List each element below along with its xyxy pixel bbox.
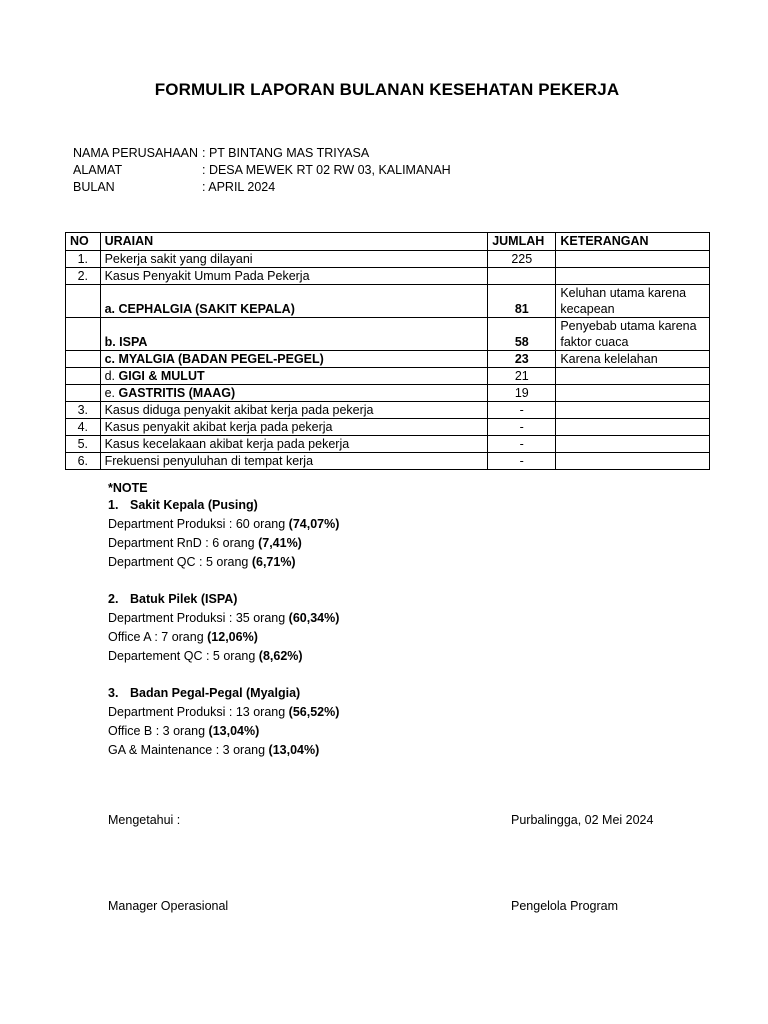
table-row [66, 419, 710, 436]
table-row [66, 251, 710, 268]
report-table [65, 232, 710, 470]
row-no: 5. [66, 436, 101, 453]
note-line-percent: (12,06%) [207, 630, 258, 644]
row-keterangan [556, 436, 710, 453]
table-row [66, 351, 710, 368]
row-jumlah: 81 [488, 285, 556, 318]
header-jumlah: JUMLAH [488, 233, 556, 251]
row-keterangan [556, 385, 710, 402]
note-line-text: Department Produksi : 60 orang [108, 517, 289, 531]
note-heading-number: 1. [108, 498, 119, 512]
row-keterangan [556, 402, 710, 419]
row-jumlah: - [488, 453, 556, 470]
company-value: : PT BINTANG MAS TRIYASA [202, 146, 370, 160]
row-keterangan [556, 419, 710, 436]
row-uraian: a. CEPHALGIA (SAKIT KEPALA) [100, 285, 488, 318]
page-title: FORMULIR LAPORAN BULANAN KESEHATAN PEKERJA [154, 80, 620, 99]
row-keterangan [556, 251, 710, 268]
row-keterangan: Karena kelelahan [556, 351, 710, 368]
signer-left-title: Manager Operasional [108, 899, 229, 913]
note-line [108, 534, 339, 553]
row-keterangan: Keluhan utama karena kecapean [556, 285, 710, 318]
row-keterangan [556, 268, 710, 285]
note-heading [108, 684, 339, 703]
row-uraian: Kasus diduga penyakit akibat kerja pada pekerja [100, 402, 488, 419]
row-no [66, 285, 101, 318]
month-value: : APRIL 2024 [202, 180, 276, 194]
table-row [66, 318, 710, 351]
address-value: : DESA MEWEK RT 02 RW 03, KALIMANAH [202, 163, 451, 177]
note-line-text: Department Produksi : 13 orang [108, 705, 289, 719]
note-heading-text: Sakit Kepala (Pusing) [130, 498, 258, 512]
row-keterangan: Penyebab utama karena faktor cuaca [556, 318, 710, 351]
note-line [108, 553, 339, 572]
row-jumlah: 21 [488, 368, 556, 385]
note-line-text: Departement QC : 5 orang [108, 649, 259, 663]
note-line-percent: (56,52%) [288, 705, 340, 719]
header-uraian: URAIAN [100, 233, 488, 251]
note-line-text: Department RnD : 6 orang [108, 536, 259, 550]
row-no: 6. [66, 453, 101, 470]
note-line-text: GA & Maintenance : 3 orang [108, 743, 269, 757]
note-line-percent: (13,04%) [208, 724, 260, 738]
row-uraian: b. ISPA [100, 318, 488, 351]
month-row [73, 179, 451, 196]
row-jumlah [488, 268, 556, 285]
row-uraian [100, 385, 488, 402]
table-row [66, 368, 710, 385]
note-line-text: Department Produksi : 35 orang [108, 611, 289, 625]
row-jumlah: 225 [488, 251, 556, 268]
note-line [108, 609, 339, 628]
table-row [66, 268, 710, 285]
table-row [66, 285, 710, 318]
company-row [73, 145, 451, 162]
note-heading-text: Badan Pegal-Pegal (Myalgia) [130, 686, 301, 700]
row-jumlah: - [488, 436, 556, 453]
report-info [73, 145, 451, 196]
row-no [66, 385, 101, 402]
note-heading [108, 590, 339, 609]
row-jumlah: - [488, 419, 556, 436]
table-row [66, 453, 710, 470]
table-row [66, 402, 710, 419]
table-row [66, 436, 710, 453]
row-uraian-text: GIGI & MULUT [118, 368, 205, 383]
table-header-row [66, 233, 710, 251]
address-label: ALAMAT [73, 163, 123, 177]
header-no: NO [66, 233, 101, 251]
row-no: 3. [66, 402, 101, 419]
row-no: 2. [66, 268, 101, 285]
row-uraian: Kasus kecelakaan akibat kerja pada pekerja [100, 436, 488, 453]
note-line [108, 722, 339, 741]
note-line [108, 647, 339, 666]
note-line [108, 741, 339, 760]
row-no [66, 368, 101, 385]
note-line-percent: (6,71%) [251, 555, 296, 569]
note-section [108, 480, 339, 760]
row-no: 1. [66, 251, 101, 268]
note-line [108, 515, 339, 534]
table-row [66, 385, 710, 402]
company-label: NAMA PERUSAHAAN [73, 146, 199, 160]
month-label: BULAN [73, 180, 115, 194]
row-jumlah: - [488, 402, 556, 419]
note-heading [108, 496, 339, 515]
note-line-percent: (8,62%) [258, 649, 303, 663]
row-jumlah: 19 [488, 385, 556, 402]
acknowledged-label: Mengetahui : [108, 813, 181, 827]
row-uraian: Frekuensi penyuluhan di tempat kerja [100, 453, 488, 470]
row-uraian: c. MYALGIA (BADAN PEGEL-PEGEL) [100, 351, 488, 368]
header-keterangan: KETERANGAN [556, 233, 710, 251]
row-uraian-text: GASTRITIS (MAAG) [118, 385, 236, 400]
row-uraian [100, 368, 488, 385]
note-line-text: Office A : 7 orang [108, 630, 208, 644]
row-keterangan [556, 453, 710, 470]
place-date: Purbalingga, 02 Mei 2024 [511, 813, 654, 827]
row-no: 4. [66, 419, 101, 436]
row-no [66, 351, 101, 368]
note-line-percent: (7,41%) [258, 536, 302, 550]
note-line-text: Department QC : 5 orang [108, 555, 252, 569]
signer-right-title: Pengelola Program [511, 899, 619, 913]
note-line-percent: (74,07%) [288, 517, 340, 531]
note-line [108, 703, 339, 722]
row-jumlah: 23 [488, 351, 556, 368]
note-heading-number: 3. [108, 686, 119, 700]
row-uraian: Kasus Penyakit Umum Pada Pekerja [100, 268, 488, 285]
address-row [73, 162, 451, 179]
row-jumlah: 58 [488, 318, 556, 351]
row-uraian: Pekerja sakit yang dilayani [100, 251, 488, 268]
row-keterangan [556, 368, 710, 385]
note-line [108, 628, 339, 647]
note-heading-text: Batuk Pilek (ISPA) [130, 592, 238, 606]
note-title: *NOTE [108, 481, 148, 495]
row-no [66, 318, 101, 351]
row-uraian: Kasus penyakit akibat kerja pada pekerja [100, 419, 488, 436]
row-uraian-prefix: d. [104, 368, 116, 383]
row-uraian-prefix: e. [104, 385, 116, 400]
note-line-percent: (60,34%) [288, 611, 340, 625]
note-line-text: Office B : 3 orang [108, 724, 209, 738]
note-heading-number: 2. [108, 592, 119, 606]
note-line-percent: (13,04%) [268, 743, 320, 757]
